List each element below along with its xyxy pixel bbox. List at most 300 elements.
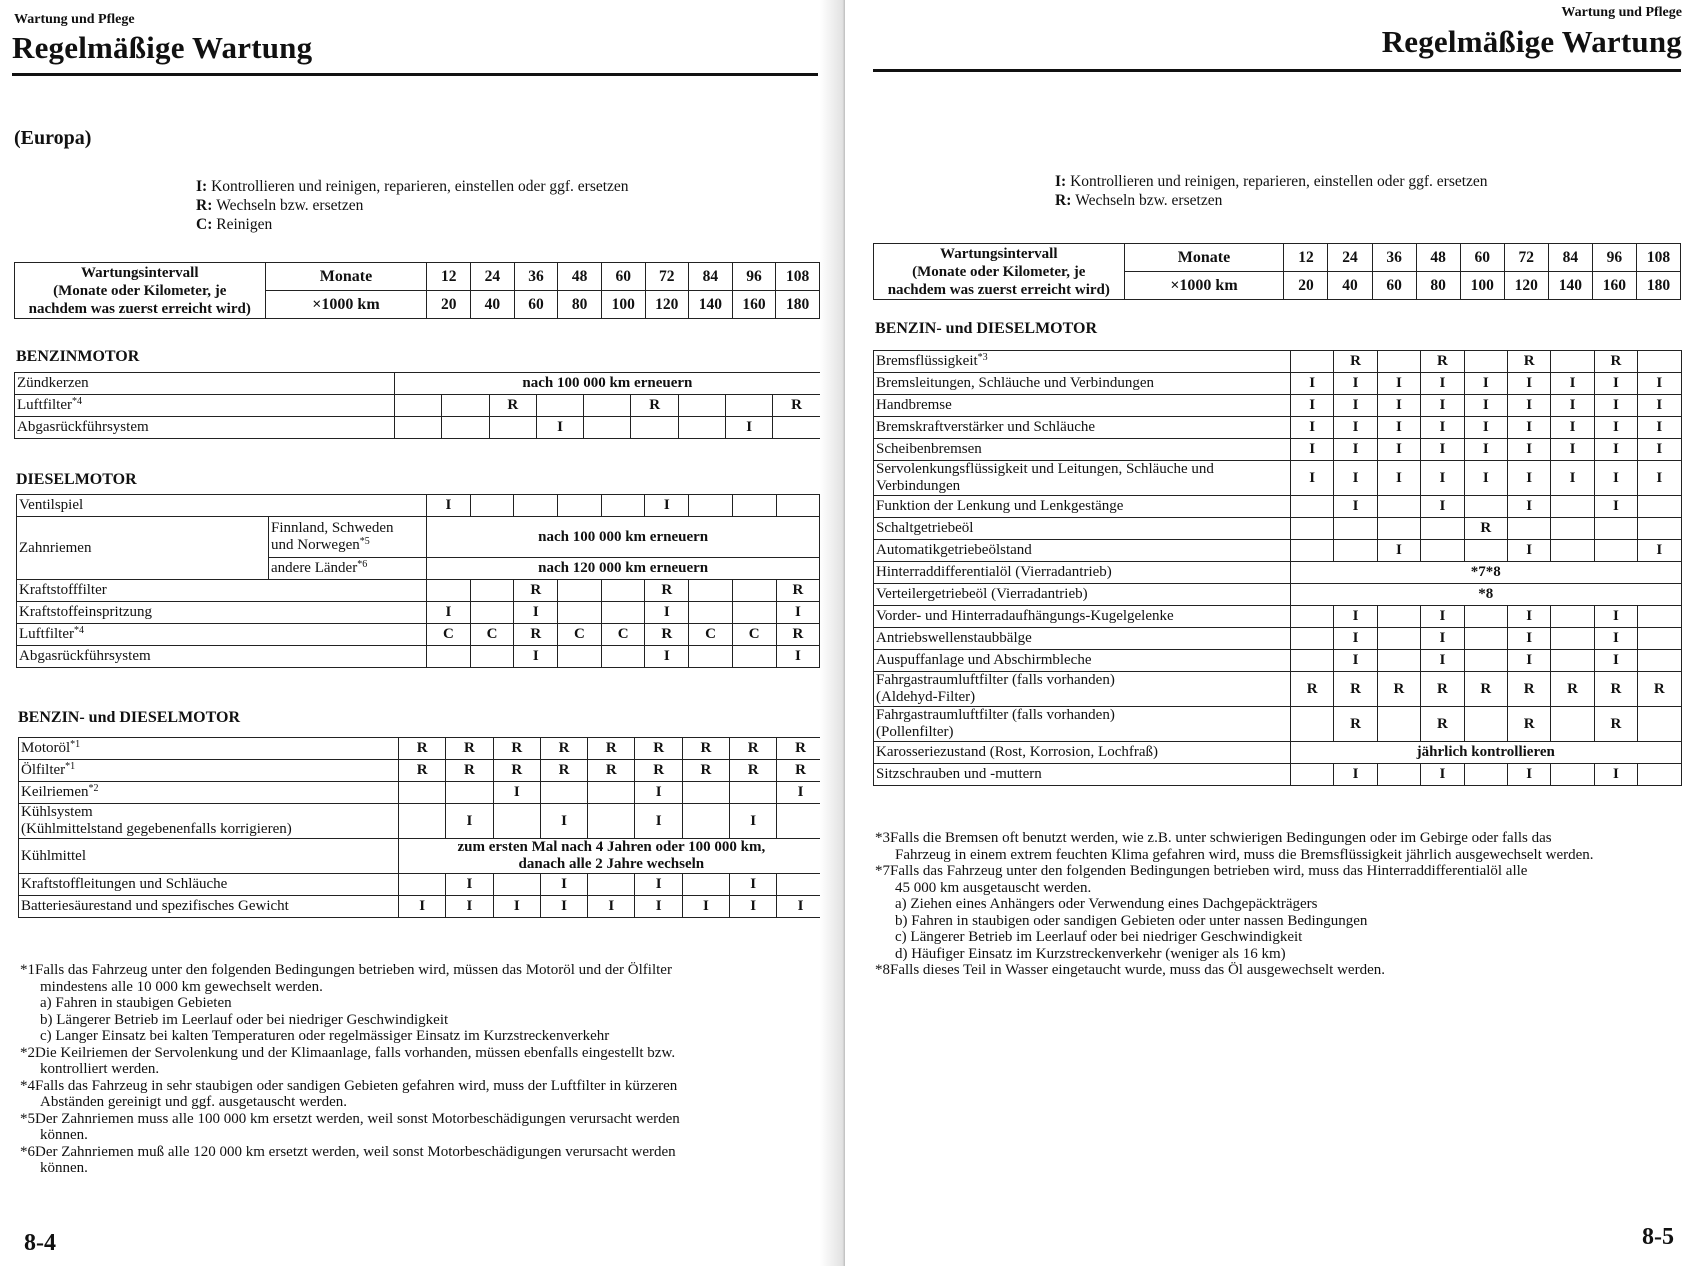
schedule-cell bbox=[726, 395, 773, 417]
schedule-cell bbox=[1464, 707, 1507, 742]
schedule-cell: I bbox=[1421, 764, 1464, 786]
schedule-cell: C bbox=[689, 624, 733, 646]
schedule-cell: I bbox=[1594, 650, 1637, 672]
footnote-line: 45 000 km ausgetauscht werden. bbox=[895, 879, 1092, 896]
schedule-cell bbox=[1291, 606, 1334, 628]
month-value: 108 bbox=[776, 263, 820, 291]
schedule-cell: I bbox=[1464, 439, 1507, 461]
schedule-cell bbox=[1377, 628, 1420, 650]
page-title: Regelmäßige Wartung bbox=[12, 30, 313, 65]
table-row bbox=[19, 738, 825, 760]
schedule-cell: I bbox=[399, 896, 446, 918]
footnote-ref: *4 bbox=[73, 625, 84, 636]
interval-header-table bbox=[14, 262, 820, 319]
schedule-cell: I bbox=[1594, 373, 1637, 395]
item-name bbox=[874, 351, 1291, 373]
schedule-cell: I bbox=[514, 602, 558, 624]
schedule-cell: I bbox=[1551, 439, 1594, 461]
item-label: Bremsflüssigkeit bbox=[876, 353, 978, 369]
table-row bbox=[874, 562, 1682, 584]
schedule-cell: I bbox=[645, 602, 689, 624]
schedule-cell bbox=[1334, 518, 1377, 540]
footnote-line: kontrolliert werden. bbox=[40, 1061, 160, 1077]
footnote-ref: *1 bbox=[65, 761, 76, 772]
item-label: Bremsleitungen, Schläuche und Verbindungen bbox=[876, 375, 1154, 391]
schedule-cell: I bbox=[1551, 461, 1594, 496]
km-value: 140 bbox=[689, 291, 733, 319]
schedule-cell: I bbox=[1464, 461, 1507, 496]
header-row-months bbox=[874, 244, 1681, 272]
region-label: andere Länder bbox=[271, 560, 358, 576]
schedule-cell bbox=[588, 782, 635, 804]
item-name bbox=[17, 602, 427, 624]
schedule-cell bbox=[470, 646, 514, 668]
schedule-cell bbox=[1551, 518, 1594, 540]
footnote-ref: *2 bbox=[88, 783, 99, 794]
schedule-cell: R bbox=[776, 624, 820, 646]
schedule-cell: I bbox=[730, 896, 777, 918]
schedule-cell: R bbox=[1421, 672, 1464, 707]
footnote-line: *1Falls das Fahrzeug unter den folgenden Bedingungen betrieben wird, müssen das Motoröl und der Ölfilter bbox=[20, 962, 672, 978]
schedule-cell: C bbox=[427, 624, 471, 646]
schedule-cell bbox=[1638, 496, 1681, 518]
schedule-cell: C bbox=[601, 624, 645, 646]
interval-header-table bbox=[873, 243, 1681, 300]
schedule-cell: R bbox=[1421, 707, 1464, 742]
schedule-cell bbox=[601, 646, 645, 668]
item-label: Karosseriezustand (Rost, Korrosion, Lochfraß) bbox=[876, 744, 1159, 760]
schedule-cell: I bbox=[1507, 439, 1550, 461]
schedule-cell: I bbox=[1638, 373, 1681, 395]
schedule-cell bbox=[588, 874, 635, 896]
schedule-cell bbox=[1638, 764, 1681, 786]
item-label: Kraftstoffleitungen und Schläuche bbox=[21, 876, 228, 892]
item-name bbox=[19, 839, 399, 874]
table-row bbox=[874, 395, 1682, 417]
schedule-cell: R bbox=[493, 738, 540, 760]
schedule-cell bbox=[682, 874, 729, 896]
item-name bbox=[874, 584, 1291, 606]
schedule-cell: R bbox=[1507, 672, 1550, 707]
schedule-cell bbox=[1291, 351, 1334, 373]
schedule-cell: I bbox=[1507, 650, 1550, 672]
item-name bbox=[15, 373, 395, 395]
km-value: 100 bbox=[601, 291, 645, 319]
schedule-cell: R bbox=[489, 395, 536, 417]
span-cell bbox=[395, 373, 821, 395]
month-value: 108 bbox=[1636, 244, 1680, 272]
schedule-cell: R bbox=[682, 760, 729, 782]
table-row bbox=[19, 782, 825, 804]
table-row bbox=[874, 373, 1682, 395]
table-row bbox=[874, 540, 1682, 562]
item-label: Antriebswellenstaubbälge bbox=[876, 630, 1032, 646]
schedule-cell: I bbox=[635, 782, 682, 804]
item-name bbox=[874, 373, 1291, 395]
footnote-ref: *5 bbox=[359, 536, 370, 547]
month-value: 84 bbox=[689, 263, 733, 291]
item-label: Keilriemen bbox=[21, 784, 89, 800]
schedule-cell bbox=[1638, 628, 1681, 650]
schedule-cell bbox=[1551, 764, 1594, 786]
schedule-cell bbox=[1638, 650, 1681, 672]
month-value: 36 bbox=[1372, 244, 1416, 272]
schedule-cell bbox=[1638, 606, 1681, 628]
schedule-cell bbox=[1377, 518, 1420, 540]
item-name bbox=[874, 395, 1291, 417]
schedule-cell bbox=[777, 804, 824, 839]
region-label: Finnland, Schweden bbox=[271, 520, 394, 536]
km-value: 80 bbox=[1416, 272, 1460, 300]
common-table bbox=[873, 350, 1682, 786]
schedule-cell bbox=[678, 417, 725, 439]
item-name bbox=[874, 496, 1291, 518]
schedule-cell bbox=[682, 804, 729, 839]
footnote-ref: *1 bbox=[70, 739, 81, 750]
schedule-cell: I bbox=[1421, 417, 1464, 439]
schedule-cell: I bbox=[493, 896, 540, 918]
schedule-cell bbox=[1594, 518, 1637, 540]
group-heading: DIESELMOTOR bbox=[16, 471, 137, 488]
item-label: Abgasrückführsystem bbox=[19, 648, 151, 664]
schedule-cell: R bbox=[631, 395, 678, 417]
schedule-cell: I bbox=[1291, 373, 1334, 395]
item-label: Kühlsystem bbox=[21, 804, 93, 820]
schedule-cell: R bbox=[1421, 351, 1464, 373]
schedule-cell bbox=[773, 417, 820, 439]
table-row bbox=[874, 650, 1682, 672]
km-value: 80 bbox=[558, 291, 602, 319]
item-label: Servolenkungsflüssigkeit und Leitungen, Schläuche und bbox=[876, 461, 1214, 477]
item-name bbox=[19, 782, 399, 804]
schedule-cell: I bbox=[1507, 628, 1550, 650]
item-label: Kühlmittel bbox=[21, 847, 86, 864]
schedule-cell bbox=[493, 804, 540, 839]
item-name bbox=[19, 874, 399, 896]
footnote-line: *5Der Zahnriemen muss alle 100 000 km ersetzt werden, weil sonst Motorbeschädigungen verursacht werden bbox=[20, 1110, 680, 1127]
schedule-cell: I bbox=[1507, 764, 1550, 786]
schedule-cell: R bbox=[1594, 707, 1637, 742]
footnote-ref: *6 bbox=[357, 559, 368, 570]
schedule-cell bbox=[689, 580, 733, 602]
item-label: Handbremse bbox=[876, 397, 952, 413]
months-label: Monate bbox=[1124, 244, 1284, 272]
schedule-cell bbox=[1464, 496, 1507, 518]
schedule-cell bbox=[1291, 650, 1334, 672]
item-name bbox=[874, 540, 1291, 562]
diesel-table bbox=[16, 494, 820, 668]
schedule-cell: I bbox=[1377, 417, 1420, 439]
page-title: Regelmäßige Wartung bbox=[1381, 24, 1682, 59]
schedule-cell bbox=[1377, 650, 1420, 672]
km-value: 20 bbox=[1284, 272, 1328, 300]
schedule-cell bbox=[1551, 540, 1594, 562]
schedule-cell: I bbox=[1291, 417, 1334, 439]
item-name bbox=[17, 624, 427, 646]
benzin-table bbox=[14, 372, 821, 439]
month-value: 24 bbox=[1328, 244, 1372, 272]
schedule-cell bbox=[427, 580, 471, 602]
schedule-cell bbox=[682, 782, 729, 804]
schedule-cell bbox=[730, 782, 777, 804]
item-label-line2: Verbindungen bbox=[876, 478, 961, 494]
footnote-ref: *4 bbox=[71, 396, 82, 407]
title-rule bbox=[12, 73, 818, 76]
schedule-cell: R bbox=[588, 738, 635, 760]
item-label: Zündkerzen bbox=[17, 375, 89, 391]
month-value: 72 bbox=[645, 263, 689, 291]
month-value: 36 bbox=[514, 263, 558, 291]
schedule-cell: I bbox=[635, 804, 682, 839]
schedule-cell bbox=[442, 417, 489, 439]
schedule-cell bbox=[536, 395, 583, 417]
footnote-line: können. bbox=[40, 1127, 88, 1143]
legend-item: R: Wechseln bzw. ersetzen bbox=[196, 197, 364, 214]
schedule-cell: I bbox=[1291, 395, 1334, 417]
left-page bbox=[0, 0, 845, 1266]
schedule-cell: I bbox=[776, 602, 820, 624]
item-label: Fahrgastraumluftfilter (falls vorhanden) bbox=[876, 707, 1115, 723]
footnote-line: a) Fahren in staubigen Gebieten bbox=[40, 995, 232, 1011]
span-text: nach 100 000 km erneuern bbox=[522, 375, 693, 391]
schedule-cell bbox=[489, 417, 536, 439]
item-label-line2: (Aldehyd-Filter) bbox=[876, 689, 976, 705]
month-value: 48 bbox=[558, 263, 602, 291]
schedule-cell bbox=[558, 646, 602, 668]
schedule-cell: R bbox=[730, 738, 777, 760]
schedule-cell bbox=[1291, 518, 1334, 540]
group-heading: BENZIN- und DIESELMOTOR bbox=[18, 709, 240, 726]
schedule-cell: I bbox=[1638, 439, 1681, 461]
schedule-cell bbox=[1551, 707, 1594, 742]
schedule-cell bbox=[1291, 540, 1334, 562]
span-cell: nach 120 000 km erneuern bbox=[427, 558, 820, 580]
schedule-cell bbox=[601, 602, 645, 624]
schedule-cell: R bbox=[635, 760, 682, 782]
schedule-cell: I bbox=[540, 896, 587, 918]
schedule-cell: I bbox=[730, 804, 777, 839]
legend-item: R: Wechseln bzw. ersetzen bbox=[1055, 192, 1223, 209]
section-label: Wartung und Pflege bbox=[14, 12, 135, 27]
footnote-line: c) Längerer Betrieb im Leerlauf oder bei niedriger Geschwindigkeit bbox=[895, 929, 1303, 945]
interval-label-line: nachdem was zuerst erreicht wird) bbox=[28, 300, 251, 317]
footnote-line: b) Längerer Betrieb im Leerlauf oder bei niedriger Geschwindigkeit bbox=[40, 1011, 449, 1028]
common-table bbox=[18, 737, 825, 918]
schedule-cell: I bbox=[1551, 373, 1594, 395]
table-row bbox=[17, 646, 820, 668]
km-label: ×1000 km bbox=[265, 291, 427, 319]
schedule-cell: I bbox=[1377, 439, 1420, 461]
schedule-cell bbox=[1464, 606, 1507, 628]
item-name bbox=[874, 562, 1291, 584]
schedule-cell bbox=[1421, 518, 1464, 540]
schedule-cell: I bbox=[446, 874, 493, 896]
schedule-cell: I bbox=[1334, 417, 1377, 439]
footnote-line: *3Falls die Bremsen oft benutzt werden, wie z.B. unter schwierigen Bedingungen oder im Gebirge oder falls das bbox=[875, 830, 1552, 846]
schedule-cell: R bbox=[1291, 672, 1334, 707]
schedule-cell: R bbox=[399, 738, 446, 760]
schedule-cell: I bbox=[777, 782, 824, 804]
schedule-cell bbox=[689, 602, 733, 624]
schedule-cell: C bbox=[732, 624, 776, 646]
schedule-cell: I bbox=[1334, 650, 1377, 672]
item-label: Motoröl bbox=[21, 740, 71, 756]
schedule-cell bbox=[631, 417, 678, 439]
footnote-line: Fahrzeug in einem extrem feuchten Klima gefahren wird, muss die Bremsflüssigkeit jährlich ausgewechselt werden. bbox=[895, 846, 1594, 863]
schedule-cell: I bbox=[1594, 628, 1637, 650]
schedule-cell: R bbox=[777, 760, 824, 782]
month-value: 12 bbox=[427, 263, 471, 291]
schedule-cell: R bbox=[773, 395, 820, 417]
schedule-cell: R bbox=[777, 738, 824, 760]
schedule-cell bbox=[470, 580, 514, 602]
table-row bbox=[17, 517, 820, 558]
item-name bbox=[874, 628, 1291, 650]
schedule-cell bbox=[584, 395, 631, 417]
schedule-cell bbox=[689, 646, 733, 668]
item-label-line2: (Pollenfilter) bbox=[876, 724, 954, 740]
schedule-cell bbox=[776, 495, 820, 517]
item-name bbox=[19, 738, 399, 760]
schedule-cell: I bbox=[514, 646, 558, 668]
schedule-cell: I bbox=[1638, 461, 1681, 496]
item-label: Fahrgastraumluftfilter (falls vorhanden) bbox=[876, 672, 1115, 688]
item-label: Verteilergetriebeöl (Vierradantrieb) bbox=[876, 586, 1088, 602]
schedule-cell: I bbox=[1551, 395, 1594, 417]
title-rule bbox=[873, 69, 1681, 72]
km-value: 40 bbox=[1328, 272, 1372, 300]
schedule-cell: R bbox=[540, 760, 587, 782]
schedule-cell: I bbox=[1377, 461, 1420, 496]
schedule-cell: I bbox=[635, 874, 682, 896]
month-value: 48 bbox=[1416, 244, 1460, 272]
item-name bbox=[874, 461, 1291, 496]
footnotes bbox=[875, 830, 1685, 979]
schedule-cell: I bbox=[1334, 764, 1377, 786]
schedule-cell bbox=[732, 495, 776, 517]
schedule-cell: R bbox=[1507, 707, 1550, 742]
span-cell bbox=[1291, 562, 1682, 584]
item-name bbox=[19, 896, 399, 918]
page-number: 8-4 bbox=[24, 1230, 56, 1256]
schedule-cell: I bbox=[1464, 373, 1507, 395]
item-name bbox=[874, 417, 1291, 439]
month-value: 24 bbox=[471, 263, 515, 291]
month-value: 96 bbox=[1592, 244, 1636, 272]
schedule-cell: I bbox=[1291, 461, 1334, 496]
item-label: Kraftstofffilter bbox=[19, 582, 107, 598]
schedule-cell bbox=[558, 602, 602, 624]
footnote-line: können. bbox=[40, 1160, 88, 1176]
schedule-cell: I bbox=[1421, 439, 1464, 461]
schedule-cell: C bbox=[558, 624, 602, 646]
schedule-cell bbox=[558, 580, 602, 602]
table-row bbox=[17, 495, 820, 517]
item-label: Abgasrückführsystem bbox=[17, 419, 149, 435]
schedule-cell bbox=[514, 495, 558, 517]
schedule-cell: R bbox=[1334, 351, 1377, 373]
page-number: 8-5 bbox=[1642, 1224, 1674, 1250]
schedule-cell bbox=[1507, 518, 1550, 540]
km-value: 60 bbox=[514, 291, 558, 319]
item-label: Luftfilter bbox=[17, 397, 72, 413]
schedule-cell bbox=[1377, 764, 1420, 786]
schedule-cell: I bbox=[1334, 395, 1377, 417]
interval-label-line: (Monate oder Kilometer, je bbox=[53, 282, 227, 299]
schedule-cell bbox=[732, 602, 776, 624]
schedule-cell: R bbox=[399, 760, 446, 782]
schedule-cell: I bbox=[726, 417, 773, 439]
table-row bbox=[874, 606, 1682, 628]
schedule-cell: I bbox=[588, 896, 635, 918]
table-row bbox=[874, 742, 1682, 764]
item-label: Batteriesäurestand und spezifisches Gewicht bbox=[21, 898, 289, 914]
schedule-cell: I bbox=[1464, 395, 1507, 417]
schedule-cell bbox=[470, 495, 514, 517]
table-row bbox=[17, 602, 820, 624]
region-cell bbox=[269, 517, 427, 558]
schedule-cell: I bbox=[1377, 373, 1420, 395]
schedule-cell bbox=[732, 580, 776, 602]
group-heading: BENZIN- und DIESELMOTOR bbox=[875, 320, 1097, 337]
schedule-cell bbox=[678, 395, 725, 417]
item-label: Hinterraddifferentialöl (Vierradantrieb) bbox=[876, 564, 1112, 580]
schedule-cell bbox=[395, 417, 442, 439]
span-text: jährlich kontrollieren bbox=[1416, 744, 1555, 760]
month-value: 96 bbox=[732, 263, 776, 291]
schedule-cell: I bbox=[635, 896, 682, 918]
schedule-cell bbox=[540, 782, 587, 804]
schedule-cell: I bbox=[1551, 417, 1594, 439]
schedule-cell: R bbox=[1594, 672, 1637, 707]
schedule-cell: R bbox=[514, 624, 558, 646]
months-label: Monate bbox=[265, 263, 427, 291]
km-value: 40 bbox=[471, 291, 515, 319]
span-text: *8 bbox=[1478, 586, 1494, 602]
month-value: 60 bbox=[601, 263, 645, 291]
footnote-line: *8Falls dieses Teil in Wasser eingetaucht wurde, muss das Öl ausgewechselt werden. bbox=[875, 962, 1385, 978]
table-row bbox=[874, 672, 1682, 707]
schedule-cell: I bbox=[1421, 373, 1464, 395]
schedule-cell bbox=[1291, 707, 1334, 742]
interval-label-line: nachdem was zuerst erreicht wird) bbox=[887, 281, 1110, 298]
schedule-cell: I bbox=[1464, 417, 1507, 439]
schedule-cell: I bbox=[540, 874, 587, 896]
schedule-cell: I bbox=[777, 896, 824, 918]
schedule-cell bbox=[601, 580, 645, 602]
km-value: 160 bbox=[1592, 272, 1636, 300]
footnote-line: c) Langer Einsatz bei kalten Temperaturen oder regelmässiger Einsatz im Kurzstreckenverkehr bbox=[40, 1028, 610, 1044]
region-heading: (Europa) bbox=[14, 127, 92, 149]
schedule-cell: R bbox=[1334, 707, 1377, 742]
region-cell bbox=[269, 558, 427, 580]
schedule-cell: R bbox=[446, 760, 493, 782]
table-row bbox=[874, 628, 1682, 650]
schedule-cell bbox=[558, 495, 602, 517]
schedule-cell bbox=[1551, 351, 1594, 373]
km-value: 160 bbox=[732, 291, 776, 319]
schedule-cell: R bbox=[1594, 351, 1637, 373]
schedule-cell: R bbox=[540, 738, 587, 760]
schedule-cell: I bbox=[1507, 540, 1550, 562]
schedule-cell bbox=[1551, 606, 1594, 628]
schedule-cell bbox=[1551, 650, 1594, 672]
table-row bbox=[19, 874, 825, 896]
schedule-cell: R bbox=[514, 580, 558, 602]
schedule-cell: I bbox=[1507, 395, 1550, 417]
schedule-cell bbox=[689, 495, 733, 517]
schedule-cell bbox=[1377, 707, 1420, 742]
